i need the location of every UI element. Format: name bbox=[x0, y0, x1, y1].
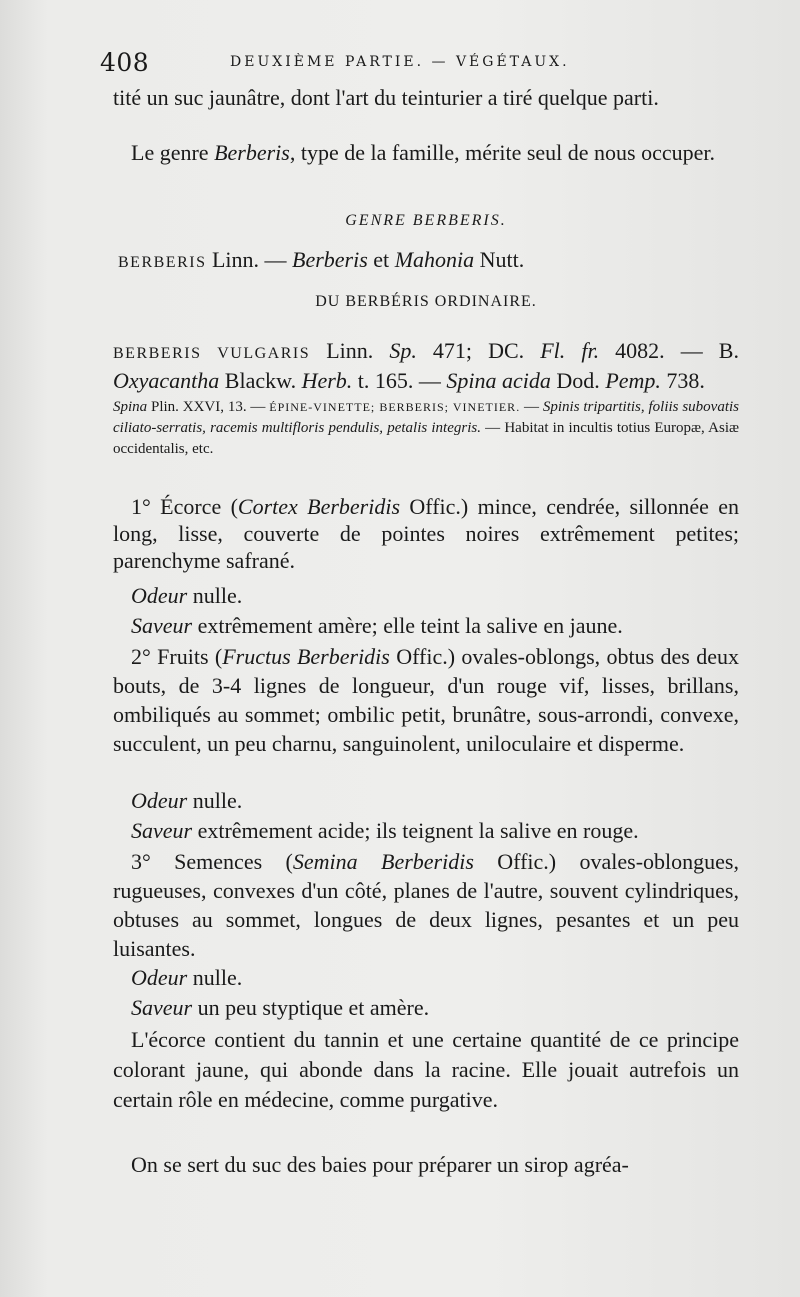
paragraph-fruits bbox=[113, 642, 739, 758]
text-italic: Semina Berberidis bbox=[292, 849, 474, 874]
paragraph-syrup: On se sert du suc des baies pour préparer un sirop agréa- bbox=[131, 1152, 629, 1177]
text-italic: Oxyacantha bbox=[113, 368, 220, 393]
species-heading: DU BERBÉRIS ORDINAIRE. bbox=[315, 293, 537, 310]
text: 2° Fruits ( bbox=[131, 644, 223, 669]
text-italic: Cortex Berberidis bbox=[237, 494, 401, 519]
bark-odeur bbox=[113, 582, 739, 609]
text: Plin. XXVI, 13. — bbox=[147, 399, 270, 415]
paragraph-ecorce: L'écorce contient du tannin et une certaine quantité de ce principe colorant jaune, qui abonde dans la racine. Elle jouait autrefois un certain rôle en médecine, comme purgative. bbox=[113, 1027, 739, 1112]
text-italic: Herb. bbox=[301, 368, 353, 393]
text: Linn. — bbox=[206, 247, 293, 272]
label-odeur: Odeur bbox=[131, 788, 188, 813]
paragraph-genus bbox=[113, 139, 739, 166]
text: , type de la famille, mérite seul de nous occuper. bbox=[289, 140, 716, 165]
text-italic: Mahonia bbox=[394, 247, 475, 272]
label-saveur: Saveur bbox=[131, 613, 193, 638]
page-header bbox=[100, 48, 740, 88]
running-title: DEUXIÈME PARTIE. — VÉGÉTAUX. bbox=[230, 54, 570, 70]
label-odeur: Odeur bbox=[131, 965, 188, 990]
text: extrêmement amère; elle teint la salive en jaune. bbox=[192, 613, 623, 638]
text: — bbox=[520, 399, 543, 415]
text: 738. bbox=[660, 368, 705, 393]
label-odeur: Odeur bbox=[131, 583, 188, 608]
fruit-odeur bbox=[113, 787, 739, 814]
genus-smallcaps: BERBERIS bbox=[118, 254, 207, 271]
genre-heading: GENRE BERBERIS. bbox=[345, 212, 507, 229]
species-synonymy bbox=[113, 337, 739, 394]
page-number: 408 bbox=[100, 48, 150, 77]
text: Nutt. bbox=[474, 247, 525, 272]
text: nulle. bbox=[187, 788, 243, 813]
text: nulle. bbox=[187, 583, 243, 608]
text: 3° Semences ( bbox=[131, 849, 293, 874]
seed-odeur bbox=[113, 964, 739, 991]
text-italic: Sp. bbox=[389, 338, 417, 363]
latin-diagnosis: Spinis tripartitis, foliis subovatis ciliato-serratis, racemis multifloris pendulis, petalis integris. bbox=[113, 399, 739, 436]
text: nulle. bbox=[187, 965, 243, 990]
species-smallcaps: BERBERIS VULGARIS bbox=[113, 345, 311, 362]
paragraph-seeds bbox=[113, 847, 739, 963]
text: Offic.) ovales-oblongs, obtus des deux bouts, de 3-4 lignes de longueur, d'un rouge vif, lisses, brillans, ombiliqués au sommet; ombilic petit, brunâtre, sous-arrondi, convexe, succulent, un peu charnu, sanguinolent, uniloculaire et disperme. bbox=[113, 644, 739, 756]
text: t. 165. — bbox=[352, 368, 447, 393]
botanical-note bbox=[113, 397, 739, 460]
text-italic: Spina bbox=[113, 399, 148, 415]
text: Le genre bbox=[131, 140, 215, 165]
text: extrêmement acide; ils teignent la salive en rouge. bbox=[192, 818, 639, 843]
text-italic: Fructus Berberidis bbox=[222, 644, 390, 669]
text: Offic.) mince, cendrée, sillonnée en long, lisse, couverte de pointes noires extrêmement petites; parenchyme safrané. bbox=[113, 494, 739, 573]
text: et bbox=[367, 247, 395, 272]
text: Offic.) ovales-oblongues, rugueuses, convexes d'un côté, planes de l'autre, souvent cylindriques, obtuses au sommet, longues de deux lignes, pesantes et un peu luisantes. bbox=[113, 849, 739, 961]
common-names: ÉPINE-VINETTE; BERBERIS; VINETIER. bbox=[269, 400, 521, 414]
text: Blackw. bbox=[219, 368, 302, 393]
text: 1° Écorce ( bbox=[131, 494, 238, 519]
text-italic: Pemp. bbox=[605, 368, 661, 393]
genus-name: Berberis bbox=[214, 140, 290, 165]
label-saveur: Saveur bbox=[131, 995, 193, 1020]
text: 4082. — B. bbox=[599, 338, 739, 363]
paragraph-continued: tité un suc jaunâtre, dont l'art du teinturier a tiré quelque parti. bbox=[113, 85, 659, 110]
fruit-saveur bbox=[113, 817, 739, 844]
text-italic: Berberis bbox=[292, 247, 368, 272]
paragraph-bark bbox=[113, 493, 739, 574]
genus-synonymy bbox=[118, 246, 738, 276]
text: Dod. bbox=[550, 368, 606, 393]
bark-saveur bbox=[113, 612, 739, 639]
text: — Habitat in incultis totius Europæ, Asiæ occidentalis, etc. bbox=[113, 420, 739, 457]
seed-saveur bbox=[113, 994, 739, 1021]
text: un peu styptique et amère. bbox=[192, 995, 430, 1020]
text-italic: Spina acida bbox=[446, 368, 551, 393]
text: Linn. bbox=[310, 338, 390, 363]
text-italic: Fl. fr. bbox=[540, 338, 600, 363]
text: 471; DC. bbox=[416, 338, 541, 363]
label-saveur: Saveur bbox=[131, 818, 193, 843]
